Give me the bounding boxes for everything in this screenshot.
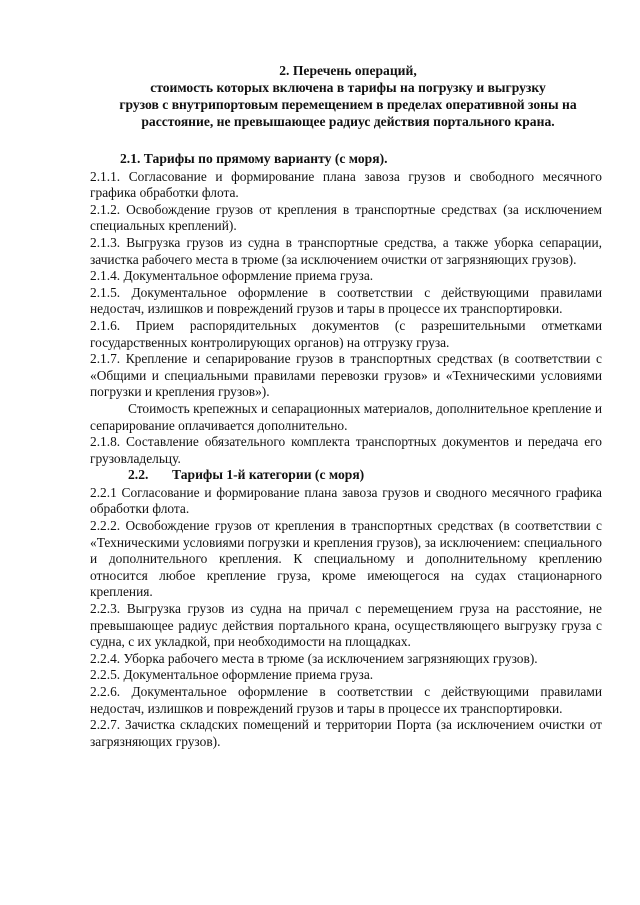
item-2-1-1: 2.1.1. Согласование и формирование плана завоза грузов и свободного месячного графика обработки флота. — [90, 168, 602, 201]
item-2-1-2: 2.1.2. Освобождение грузов от крепления в транспортные средствах (за исключением специальных креплений). — [90, 201, 602, 234]
item-2-1-5: 2.1.5. Документальное оформление в соответствии с действующими правилами недостач, излишков и повреждений грузов и тары в процессе их транспортировки. — [90, 284, 602, 317]
item-2-1-4: 2.1.4. Документальное оформление приема груза. — [90, 268, 374, 284]
item-2-2-7: 2.2.7. Зачистка складских помещений и территории Порта (за исключением очистки от загрязняющих грузов). — [90, 717, 602, 749]
item-2-1-3: 2.1.3. Выгрузка грузов из судна в транспортные средства, а также уборка сепарации, зачистка рабочего места в трюме (за исключением очистки от загрязняющих грузов). — [90, 234, 602, 267]
materials-note: Стоимость крепежных и сепарационных материалов, дополнительное крепление и сепарирование оплачивается дополнительно. — [90, 400, 602, 433]
heading-line-2: стоимость которых включена в тарифы на погрузку и выгрузку — [150, 80, 546, 95]
item-2-1-6: 2.1.6. Прием распорядительных документов (с разрешительными отметками государственных контролирующих органов) на отгрузку груза. — [90, 317, 602, 350]
section-2-2-heading — [90, 467, 602, 484]
item-2-1-8: 2.1.8. Составление обязательного комплекта транспортных документов и передача его грузовладельцу. — [90, 434, 602, 466]
item-2-2-6: 2.2.6. Документальное оформление в соответствии с действующими правилами недостач, излишков и повреждений грузов и тары в процессе их транспортировки. — [90, 684, 602, 716]
item-2-2-2: 2.2.2. Освобождение грузов от крепления в транспортных средствах (в соответствии с «Техническими условиями погрузки и крепления грузов), за исключением: специального и дополнительного крепления. К специальному и дополнительному креплению относится любое крепление груза, кроме имеющегося на судах стационарного крепления. — [90, 518, 602, 600]
item-2-2-1: 2.2.1 Согласование и формирование плана завоза грузов и сводного месячного графика обработки флота. — [90, 484, 602, 517]
item-2-2-3: 2.2.3. Выгрузка грузов из судна на причал с перемещением груза на расстояние, не превышающее радиус действия портального крана, осуществляющего выгрузку груза с судна, с их укладкой, при необходимости на площадках. — [90, 601, 602, 650]
document-body — [90, 151, 602, 750]
heading-line-3: грузов с внутрипортовым перемещением в пределах оперативной зоны на — [119, 97, 577, 112]
heading-line-4: расстояние, не превышающее радиус действия портального крана. — [141, 114, 555, 129]
section-2-2-number: 2.2. — [128, 467, 149, 483]
section-2-2-title: Тарифы 1-й категории (с моря) — [172, 467, 365, 483]
item-2-1-7: 2.1.7. Крепление и сепарирование грузов в транспортных средствах (в соответствии с «Общими и специальными правилами перевозки грузов» и «Техническими условиями погрузки и крепления грузов»). — [90, 351, 602, 400]
item-2-2-4: 2.2.4. Уборка рабочего места в трюме (за исключением загрязняющих грузов). — [90, 650, 538, 666]
item-2-2-5: 2.2.5. Документальное оформление приема груза. — [90, 667, 374, 683]
section-2-1-title: 2.1. Тарифы по прямому варианту (с моря). — [120, 151, 388, 166]
heading-line-1: 2. Перечень операций, — [279, 63, 417, 78]
document-heading — [88, 62, 608, 130]
